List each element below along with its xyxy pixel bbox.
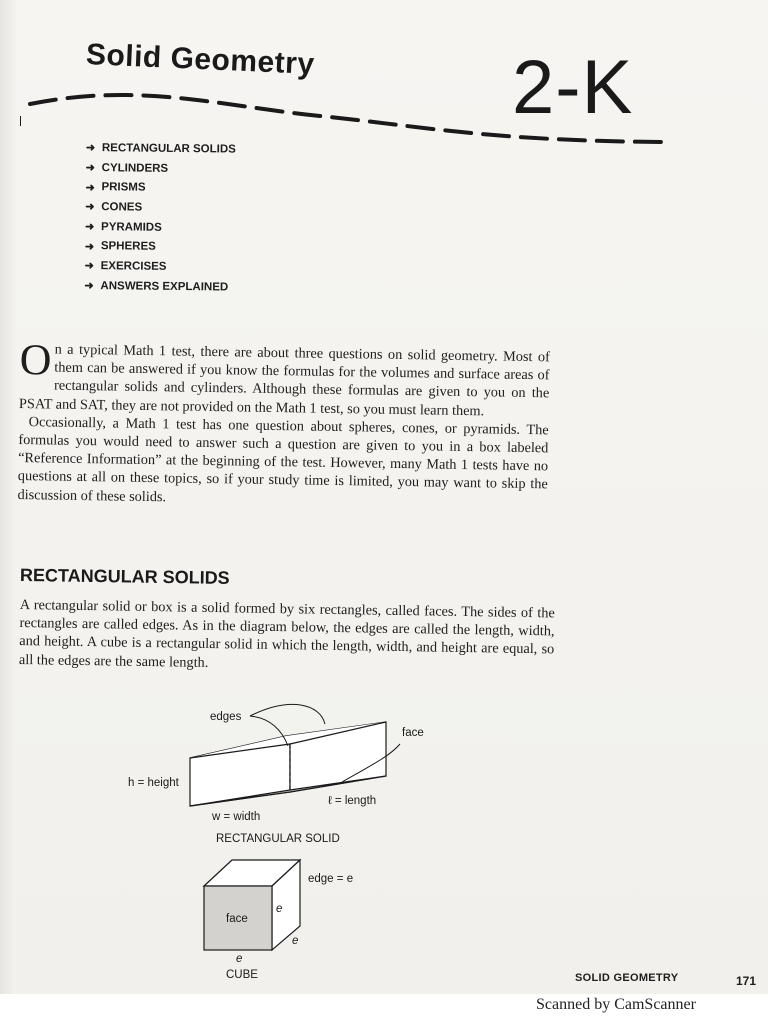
- cube-edge-e: e: [292, 935, 299, 947]
- section-heading: RECTANGULAR SOLIDS: [19, 565, 230, 588]
- topic-list: [84, 138, 236, 297]
- topic-item: ➜ CYLINDERS: [85, 161, 169, 175]
- drop-cap: O: [19, 335, 52, 385]
- section-paragraph: A rectangular solid or box is a solid formed by six rectangles, called faces. The sides of the rectangles are called edges. As in the diagram below, the edges are called the length, width, and height. A cube is a rectangular solid in which the length, width, and height are equal, so all the edges are the same length.: [18, 596, 555, 671]
- page-number: 171: [736, 974, 757, 988]
- height-label: h = height: [128, 777, 179, 789]
- topic-item: ➜ PRISMS: [85, 181, 146, 194]
- chapter-number: 2-K: [512, 45, 634, 130]
- face-label: face: [402, 727, 424, 739]
- length-label: ℓ = length: [328, 795, 377, 807]
- footer-chapter-title: SOLID GEOMETRY: [575, 972, 679, 984]
- section-text: [19, 596, 555, 677]
- rectangular-solid-diagram: [128, 704, 424, 845]
- topic-item: ➜ SPHERES: [84, 240, 156, 254]
- arrow-right-icon: ➜: [85, 201, 95, 214]
- topic-item: ➜ CONES: [85, 201, 143, 214]
- cube-diagram: [204, 860, 353, 981]
- cube-face-label: face: [226, 913, 248, 925]
- arrow-right-icon: ➜: [85, 162, 95, 175]
- chapter-title: Solid Geometry: [85, 38, 316, 81]
- arrow-right-icon: ➜: [85, 221, 95, 234]
- arrow-right-icon: ➜: [84, 280, 94, 293]
- intro-paragraph-1: On a typical Math 1 test, there are about three questions on solid geometry. Most of them can be answered if you know the formulas for the volumes and surface areas of rectangular solids and cylinders. Although these formulas are given to you on the PSAT and SAT, they are not provided on the Math 1 test, so you must learn them.: [18, 335, 550, 419]
- arrow-right-icon: ➜: [84, 240, 95, 253]
- topic-item: ➜ PYRAMIDS: [85, 220, 162, 234]
- width-label: w = width: [212, 811, 261, 823]
- solid-diagrams: [120, 700, 440, 990]
- solid-caption: RECTANGULAR SOLID: [216, 833, 340, 845]
- cube-edge-e: e: [276, 903, 283, 915]
- cube-edge-label: edge = e: [308, 873, 354, 885]
- topic-item: ➜ ANSWERS EXPLAINED: [84, 279, 229, 294]
- cube-caption: CUBE: [226, 969, 258, 981]
- intro-text: [17, 335, 550, 512]
- topic-item: ➜ EXERCISES: [84, 260, 167, 273]
- topic-item: ➜ RECTANGULAR SOLIDS: [85, 142, 236, 156]
- arrow-right-icon: ➜: [85, 181, 95, 194]
- page-binding-edge: [0, 0, 16, 994]
- scanner-watermark: Scanned by CamScanner: [536, 996, 696, 1013]
- arrow-right-icon: ➜: [85, 142, 96, 155]
- arrow-right-icon: ➜: [84, 260, 94, 273]
- cube-edge-e: e: [236, 953, 243, 965]
- intro-paragraph-2: Occasionally, a Math 1 test has one question about spheres, cones, or pyramids. The formulas you would need to answer such a question are given to you in a box labeled “Reference Information” at the beginning of the test. However, many Math 1 tests have no questions at all on these topics, so if your study time is limited, you may want to skip the discussion of these solids.: [17, 413, 549, 505]
- edges-label: edges: [210, 711, 242, 723]
